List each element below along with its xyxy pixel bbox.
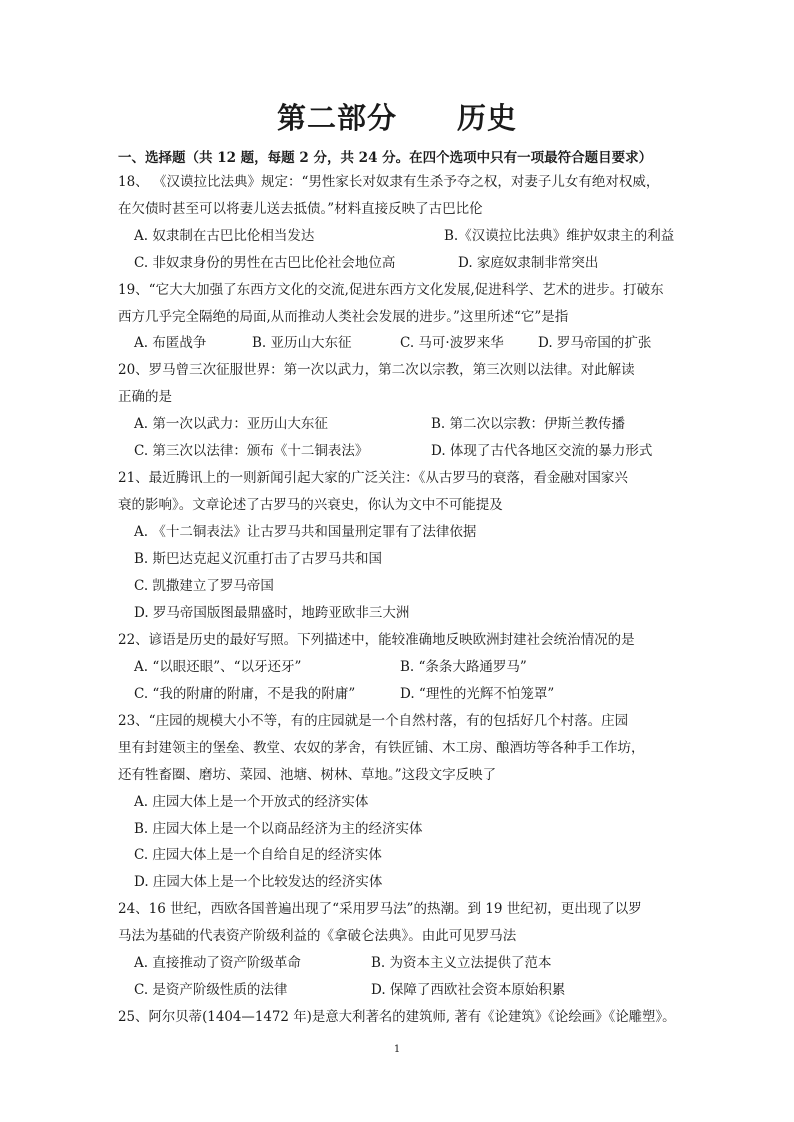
question-21-option-b: B. 斯巴达克起义沉重打击了古罗马共和国 (134, 551, 383, 567)
question-23-line-3: 还有牲畜圈、磨坊、菜园、池塘、树林、草地。”这段文字反映了 (118, 767, 497, 783)
question-18-option-d: D. 家庭奴隶制非常突出 (458, 255, 599, 271)
question-22-line-1: 22、谚语是历史的最好写照。下列描述中，能较准确地反映欧洲封建社会统治情况的是 (118, 632, 635, 648)
question-22-option-c: C. “我的附庸的附庸，不是我的附庸” (134, 686, 356, 702)
question-19-option-c: C. 马可·波罗来华 (400, 335, 504, 351)
question-20-option-b: B. 第二次以宗教：伊斯兰教传播 (431, 416, 626, 432)
question-19-line-2: 西方几乎完全隔绝的局面,从而推动人类社会发展的进步。”这里所述“它”是指 (118, 309, 569, 325)
question-23-line-2: 里有封建领主的堡垒、教堂、农奴的茅舍，有铁匠铺、木工房、酿酒坊等各种手工作坊， (118, 740, 645, 756)
question-20-option-d: D. 体现了古代各地区交流的暴力形式 (431, 443, 653, 459)
question-21-option-d: D. 罗马帝国版图最鼎盛时，地跨亚欧非三大洲 (134, 605, 410, 621)
question-20-line-1: 20、罗马曾三次征服世界：第一次以武力，第二次以宗教，第三次则以法律。对此解读 (118, 362, 635, 378)
page-title: 第二部分 历史 (276, 101, 517, 135)
question-19-option-a: A. 布匿战争 (134, 335, 207, 351)
question-23-option-d: D. 庄园大体上是一个比较发达的经济实体 (134, 874, 383, 890)
question-19-option-d: D. 罗马帝国的扩张 (538, 335, 652, 351)
question-23-option-c: C. 庄园大体上是一个自给自足的经济实体 (134, 847, 382, 863)
question-19-line-1: 19、“它大大加强了东西方文化的交流,促进东西方文化发展,促进科学、艺术的进步。打破东 (118, 282, 664, 298)
question-24-option-d: D. 保障了西欧社会资本原始积累 (371, 982, 566, 998)
question-24-line-1: 24、16 世纪，西欧各国普遍出现了“采用罗马法”的热潮。到 19 世纪初，更出现了以罗 (118, 901, 642, 917)
question-18-option-b: B.《汉谟拉比法典》维护奴隶主的利益 (444, 228, 675, 244)
question-18-option-c: C. 非奴隶身份的男性在古巴比伦社会地位高 (134, 255, 396, 271)
question-25-line-1: 25、阿尔贝蒂(1404—1472 年)是意大利著名的建筑师, 著有《论建筑》《论绘画》《论雕塑》。 (118, 1009, 676, 1025)
question-24-option-c: C. 是资产阶级性质的法律 (134, 982, 288, 998)
question-23-option-a: A. 庄园大体上是一个开放式的经济实体 (134, 794, 369, 810)
question-18-line-1: 18、 《汉谟拉比法典》规定：“男性家长对奴隶有生杀予夺之权，对妻子儿女有绝对权威， (118, 174, 660, 190)
question-20-line-2: 正确的是 (118, 389, 172, 405)
question-20-option-a: A. 第一次以武力：亚历山大东征 (134, 416, 328, 432)
question-24-line-2: 马法为基础的代表资产阶级利益的《拿破仑法典》。由此可见罗马法 (118, 928, 517, 944)
question-20-option-c: C. 第三次以法律：颁布《十二铜表法》 (134, 443, 369, 459)
question-18-line-2: 在欠债时甚至可以将妻儿送去抵债。”材料直接反映了古巴比伦 (118, 201, 483, 217)
question-22-option-b: B. “条条大路通罗马” (400, 659, 527, 675)
question-19-option-b: B. 亚历山大东征 (252, 335, 352, 351)
question-24-option-a: A. 直接推动了资产阶级革命 (134, 955, 301, 971)
question-24-option-b: B. 为资本主义立法提供了范本 (371, 955, 552, 971)
question-18-option-a: A. 奴隶制在古巴比伦相当发达 (134, 228, 315, 244)
question-21-line-1: 21、最近腾讯上的一则新闻引起大家的广泛关注：《从古罗马的衰落，看金融对国家兴 (118, 470, 628, 486)
question-22-option-a: A. “以眼还眼”、“以牙还牙” (134, 659, 302, 675)
question-21-line-2: 衰的影响》。文章论述了古罗马的兴衰史，你认为文中不可能提及 (118, 497, 503, 513)
question-22-option-d: D. “理性的光辉不怕笼罩” (400, 686, 555, 702)
question-21-option-a: A. 《十二铜表法》让古罗马共和国量刑定罪有了法律依据 (134, 524, 477, 540)
question-23-option-b: B. 庄园大体上是一个以商品经济为主的经济实体 (134, 821, 423, 837)
question-21-option-c: C. 凯撒建立了罗马帝国 (134, 578, 274, 594)
question-23-line-1: 23、“庄园的规模大小不等，有的庄园就是一个自然村落，有的包括好几个村落。庄园 (118, 713, 629, 729)
page-number: 1 (393, 1044, 401, 1055)
section-heading: 一、选择题（共 12 题，每题 2 分，共 24 分。在四个选项中只有一项最符合题目要求） (118, 150, 653, 166)
